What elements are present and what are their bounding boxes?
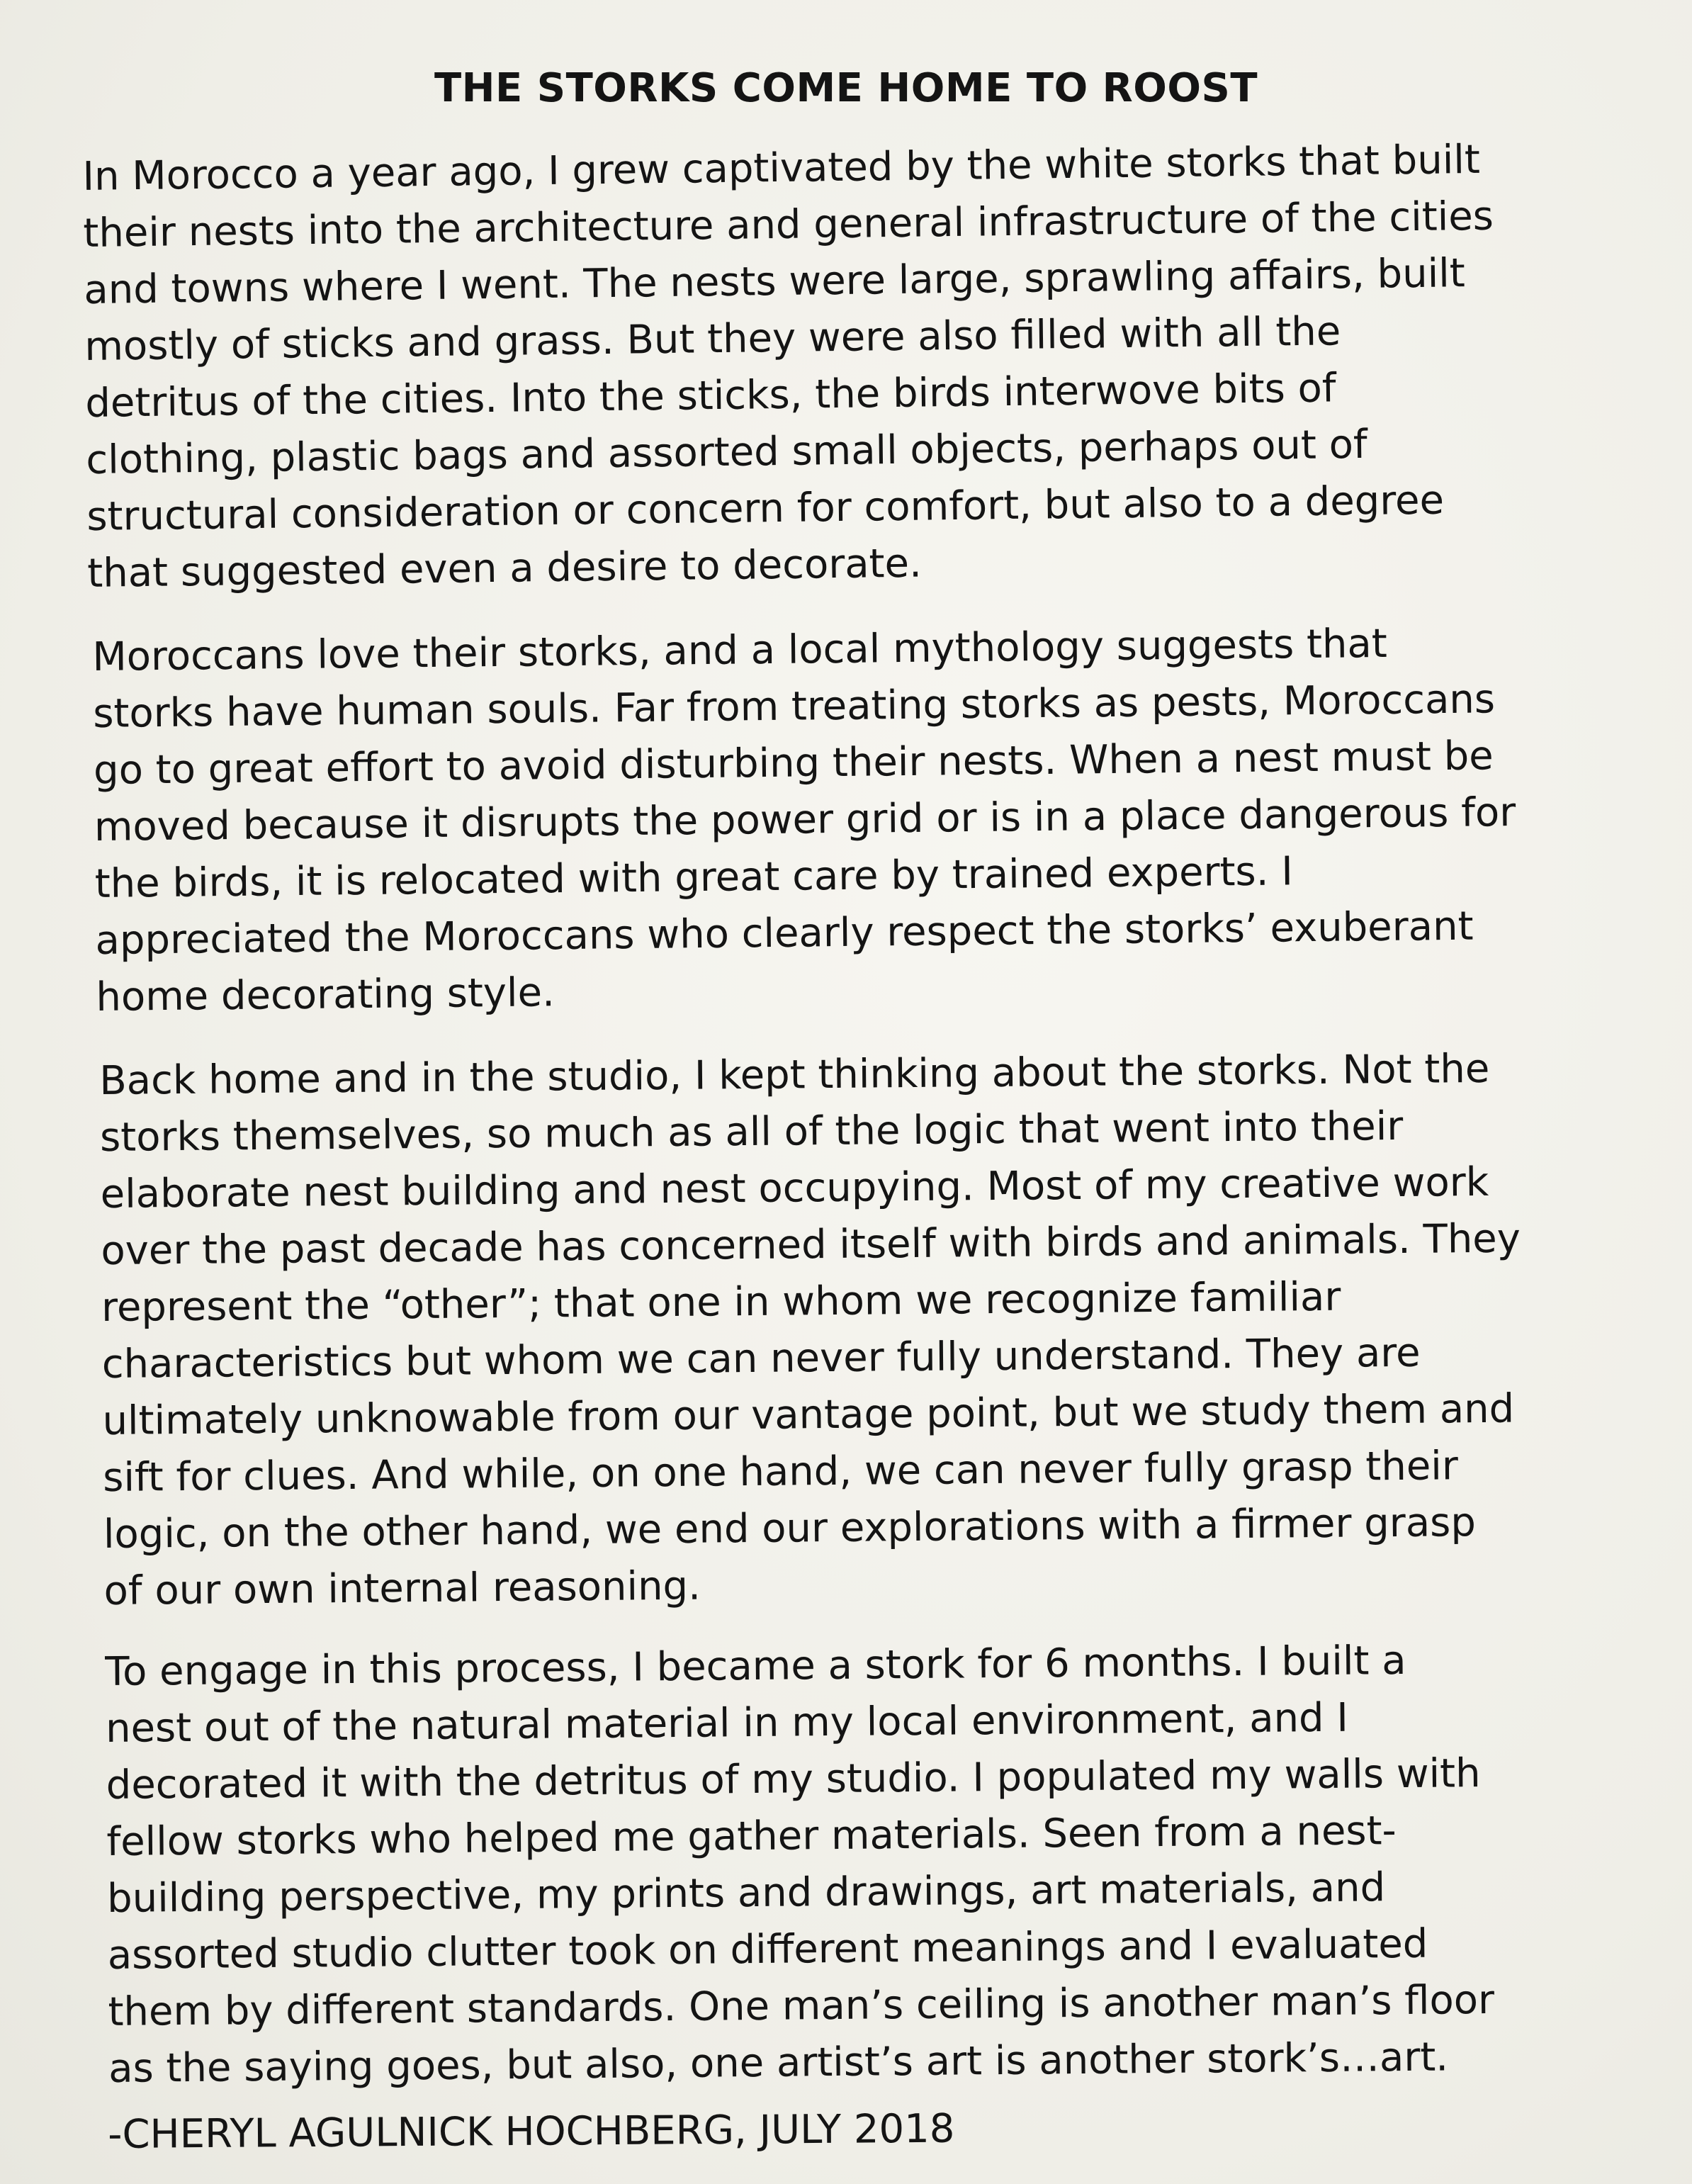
paragraph-line: clothing, plastic bags and assorted small objects, perhaps out of — [85, 421, 1368, 483]
document-title: THE STORKS COME HOME TO ROOST — [434, 65, 1258, 111]
paragraph-line: logic, on the other hand, we end our explorations with a firmer grasp — [103, 1499, 1477, 1558]
paragraph-line: fellow storks who helped me gather materials. Seen from a nest- — [106, 1808, 1397, 1865]
paragraph-line: them by different standards. One man’s ceiling is another man’s floor — [108, 1976, 1495, 2035]
paragraph-line: storks have human souls. Far from treating storks as pests, Moroccans — [92, 676, 1496, 737]
paragraph-line: Back home and in the studio, I kept thinking about the storks. Not the — [99, 1045, 1490, 1104]
paragraph-line: moved because it disrupts the power grid or is in a place dangerous for — [94, 789, 1516, 850]
paragraph-line: ultimately unknowable from our vantage point, but we study them and — [102, 1385, 1515, 1444]
paragraph-line: their nests into the architecture and general infrastructure of the cities — [83, 193, 1494, 257]
paragraph-line: appreciated the Moroccans who clearly respect the storks’ exuberant — [95, 903, 1474, 964]
paragraph-line: storks themselves, so much as all of the logic that went into their — [99, 1103, 1404, 1161]
paragraph-line: that suggested even a desire to decorate. — [86, 540, 923, 597]
paragraph-line: as the saying goes, but also, one artist’s art is another stork’s…art. — [108, 2034, 1449, 2092]
paragraph-line: of our own internal reasoning. — [103, 1563, 701, 1614]
paragraph-line: and towns where I went. The nests were large, sprawling affairs, built — [84, 250, 1466, 313]
paragraph-line: structural consideration or concern for comfort, but also to a degree — [86, 477, 1445, 540]
paragraph-line: assorted studio clutter took on different meanings and I evaluated — [107, 1920, 1428, 1978]
author-signature: -CHERYL AGULNICK HOCHBERG, JULY 2018 — [108, 2105, 955, 2158]
paragraph-line: elaborate nest building and nest occupying. Most of my creative work — [100, 1159, 1489, 1217]
paragraph-line: represent the “other”; that one in whom we recognize familiar — [101, 1273, 1341, 1331]
paragraph-4 — [105, 1631, 1668, 2098]
paragraph-3 — [99, 1040, 1663, 1620]
paragraph-line: home decorating style. — [96, 969, 555, 1020]
paragraph-line: characteristics but whom we can never fully understand. They are — [101, 1329, 1421, 1387]
paragraph-line: the birds, it is relocated with great care by trained experts. I — [94, 848, 1294, 907]
paragraph-line: mostly of sticks and grass. But they were also filled with all the — [84, 308, 1341, 370]
paragraph-line: nest out of the natural material in my local environment, and I — [105, 1694, 1349, 1752]
paragraph-line: To engage in this process, I became a stork for 6 months. I built a — [105, 1637, 1406, 1695]
paragraph-line: detritus of the cities. Into the sticks, the birds interwove bits of — [84, 365, 1336, 427]
paragraph-line: building perspective, my prints and drawings, art materials, and — [106, 1864, 1386, 1922]
paragraph-line: In Morocco a year ago, I grew captivated by the white storks that built — [82, 136, 1481, 200]
paragraph-line: Moroccans love their storks, and a local mythology suggests that — [92, 620, 1388, 680]
paragraph-2 — [92, 613, 1655, 1026]
paragraph-line: sift for clues. And while, on one hand, we can never fully grasp their — [102, 1443, 1459, 1501]
paragraph-line: go to great effort to avoid disturbing their nests. When a nest must be — [93, 733, 1494, 794]
paragraph-line: decorated it with the detritus of my studio. I populated my walls with — [106, 1750, 1481, 1808]
paragraph-line: over the past decade has concerned itself with birds and animals. They — [101, 1215, 1521, 1274]
paragraph-1 — [82, 130, 1647, 602]
